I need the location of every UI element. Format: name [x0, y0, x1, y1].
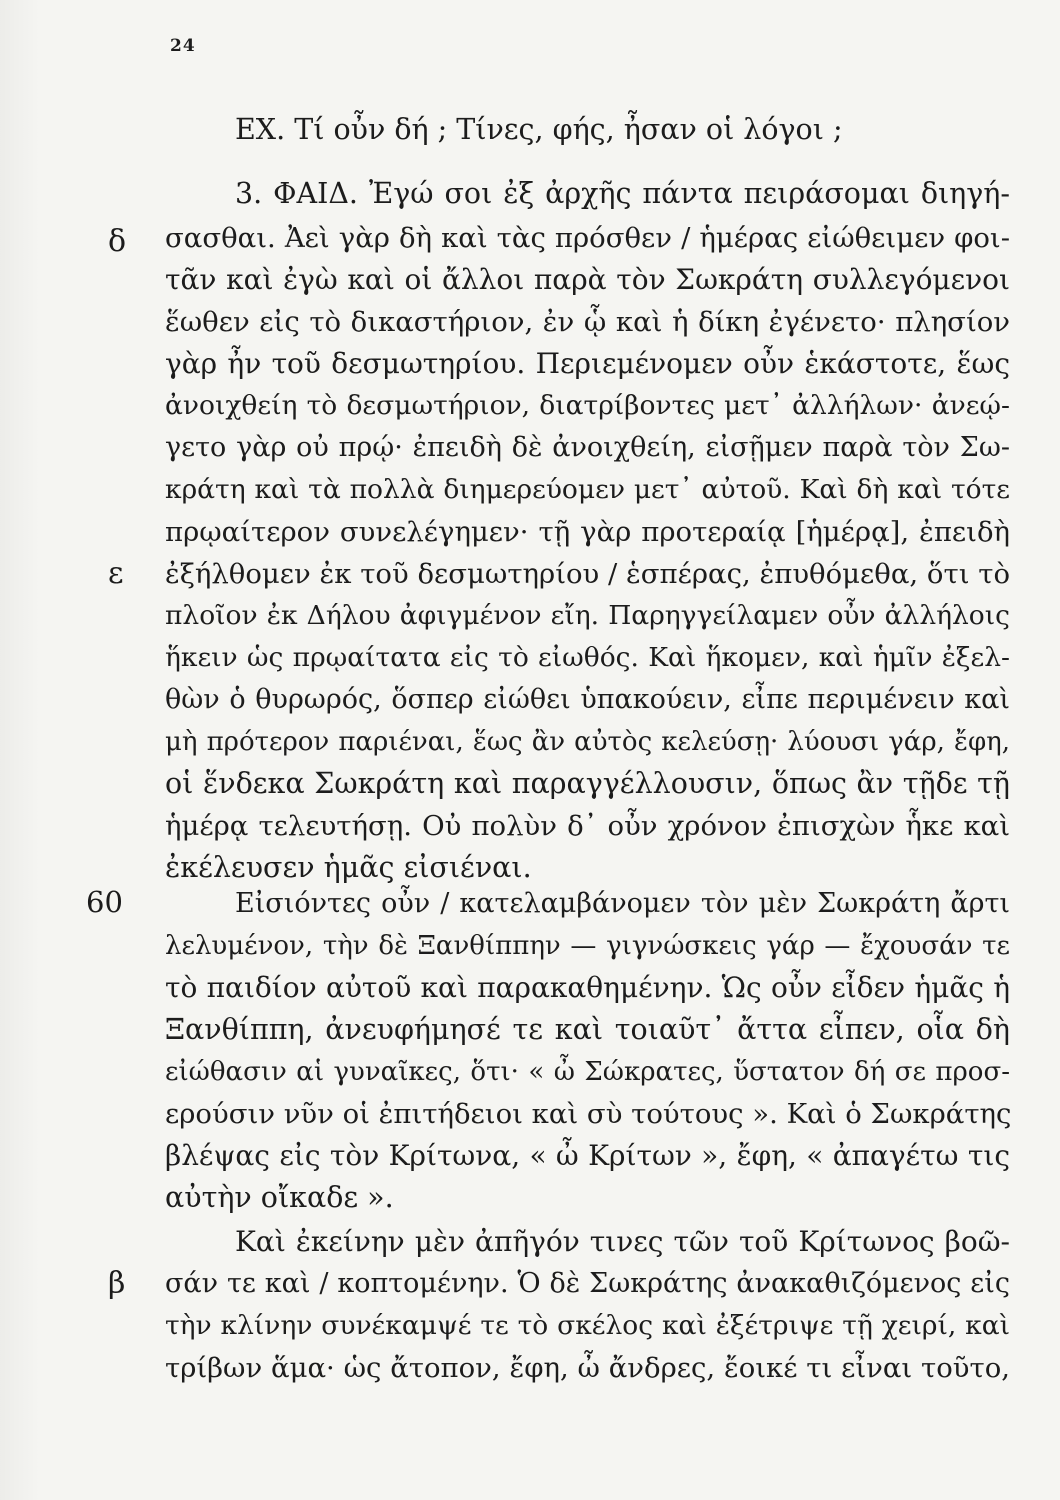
text-line: τὴν κλίνην συνέκαμψέ τε τὸ σκέλος καὶ ἐξέτριψε τῇ χειρί, καὶ — [165, 1310, 1010, 1341]
text-line: ἐξήλθομεν ἐκ τοῦ δεσμωτηρίου / ἑσπέρας, ἐπυθόμεθα, ὅτι τὸ — [165, 558, 1010, 590]
page-number: 24 — [170, 36, 196, 56]
text-line: σασθαι. Ἀεὶ γὰρ δὴ καὶ τὰς πρόσθεν / ἡμέρας εἰώθειμεν φοι- — [165, 222, 1010, 254]
text-line: αὐτὴν οἴκαδε ». — [165, 1181, 394, 1214]
text-line: τρίβων ἅμα· ὡς ἄτοπον, ἔφη, ὦ ἄνδρες, ἔοικέ τι εἶναι τοῦτο, — [165, 1352, 1010, 1384]
text-line: Καὶ ἐκείνην μὲν ἀπῆγόν τινες τῶν τοῦ Κρίτωνος βοῶ- — [235, 1225, 1010, 1258]
margin-mark-epsilon: ε — [108, 556, 124, 591]
text-line: Εἰσιόντες οὖν / κατελαμβάνομεν τὸν μὲν Σωκράτη ἄρτι — [235, 888, 1010, 919]
text-line: θὼν ὁ θυρωρός, ὅσπερ εἰώθει ὑπακούειν, εἶπε περιμένειν καὶ — [165, 684, 1010, 715]
text-line: οἱ ἕνδεκα Σωκράτη καὶ παραγγέλλουσιν, ὅπως ἂν τῇδε τῇ — [165, 767, 1010, 800]
text-line: σάν τε καὶ / κοπτομένην. Ὁ δὲ Σωκράτης ἀνακαθιζόμενος εἰς — [165, 1268, 1010, 1299]
text-line: πρῳαίτερον συνελέγημεν· τῇ γὰρ προτεραίᾳ [ἡμέρᾳ], ἐπειδὴ — [165, 516, 1010, 548]
text-line: λελυμένον, τὴν δὲ Ξανθίππην — γιγνώσκεις γάρ — ἔχουσάν τε — [165, 931, 1010, 961]
text-line: Ξανθίππη, ἀνευφήμησέ τε καὶ τοιαῦτ᾽ ἄττα εἶπεν, οἷα δὴ — [165, 1013, 1010, 1046]
text-line: τᾶν καὶ ἐγὼ καὶ οἱ ἄλλοι παρὰ τὸν Σωκράτη συλλεγόμενοι — [165, 263, 1010, 296]
margin-mark-delta: δ — [108, 224, 127, 259]
text-line: μὴ πρότερον παριέναι, ἕως ἂν αὐτὸς κελεύσῃ· λύουσι γάρ, ἔφη, — [165, 727, 1010, 757]
text-line: γετο γὰρ οὐ πρῴ· ἐπειδὴ δὲ ἀνοιχθείη, εἰσῇμεν παρὰ τὸν Σω- — [165, 432, 1010, 463]
margin-mark-beta: β — [108, 1266, 126, 1301]
text-line: πλοῖον ἐκ Δήλου ἀφιγμένον εἴη. Παρηγγείλαμεν οὖν ἀλλήλοις — [165, 600, 1010, 631]
text-line: κράτη καὶ τὰ πολλὰ διημερεύομεν μετ᾽ αὐτοῦ. Καὶ δὴ καὶ τότε — [165, 474, 1010, 505]
text-line: ἥκειν ὡς πρῳαίτατα εἰς τὸ εἰωθός. Καὶ ἥκομεν, καὶ ἡμῖν ἐξελ- — [165, 642, 1010, 673]
text-line: ΕΧ. Τί οὖν δή ; Τίνες, φής, ἦσαν οἱ λόγοι ; — [235, 113, 843, 146]
text-line: 3. ΦΑΙΔ. Ἐγώ σοι ἐξ ἀρχῆς πάντα πειράσομαι διηγή- — [235, 177, 1010, 210]
text-line: τὸ παιδίον αὐτοῦ καὶ παρακαθημένην. Ὡς οὖν εἶδεν ἡμᾶς ἡ — [165, 971, 1010, 1004]
text-line: ἀνοιχθείη τὸ δεσμωτήριον, διατρίβοντες μετ᾽ ἀλλήλων· ἀνεῴ- — [165, 390, 1010, 421]
text-line: βλέψας εἰς τὸν Κρίτωνα, « ὦ Κρίτων », ἔφη, « ἀπαγέτω τις — [165, 1139, 1010, 1172]
text-line: γὰρ ἦν τοῦ δεσμωτηρίου. Περιεμένομεν οὖν ἑκάστοτε, ἕως — [165, 347, 1010, 380]
margin-mark-60: 60 — [86, 885, 123, 919]
text-line: ερούσιν νῦν οἱ ἐπιτήδειοι καὶ σὺ τούτους ». Καὶ ὁ Σωκράτης — [165, 1098, 1012, 1130]
text-line: ἡμέρᾳ τελευτήσῃ. Οὐ πολὺν δ᾽ οὖν χρόνον ἐπισχὼν ἧκε καὶ — [165, 810, 1010, 842]
text-line: ἕωθεν εἰς τὸ δικαστήριον, ἐν ᾧ καὶ ἡ δίκη ἐγένετο· πλησίον — [165, 306, 1010, 338]
text-line: ἐκέλευσεν ἡμᾶς εἰσιέναι. — [165, 851, 532, 884]
text-line: εἰώθασιν αἱ γυναῖκες, ὅτι· « ὦ Σώκρατες, ὕστατον δή σε προσ- — [165, 1057, 1010, 1087]
